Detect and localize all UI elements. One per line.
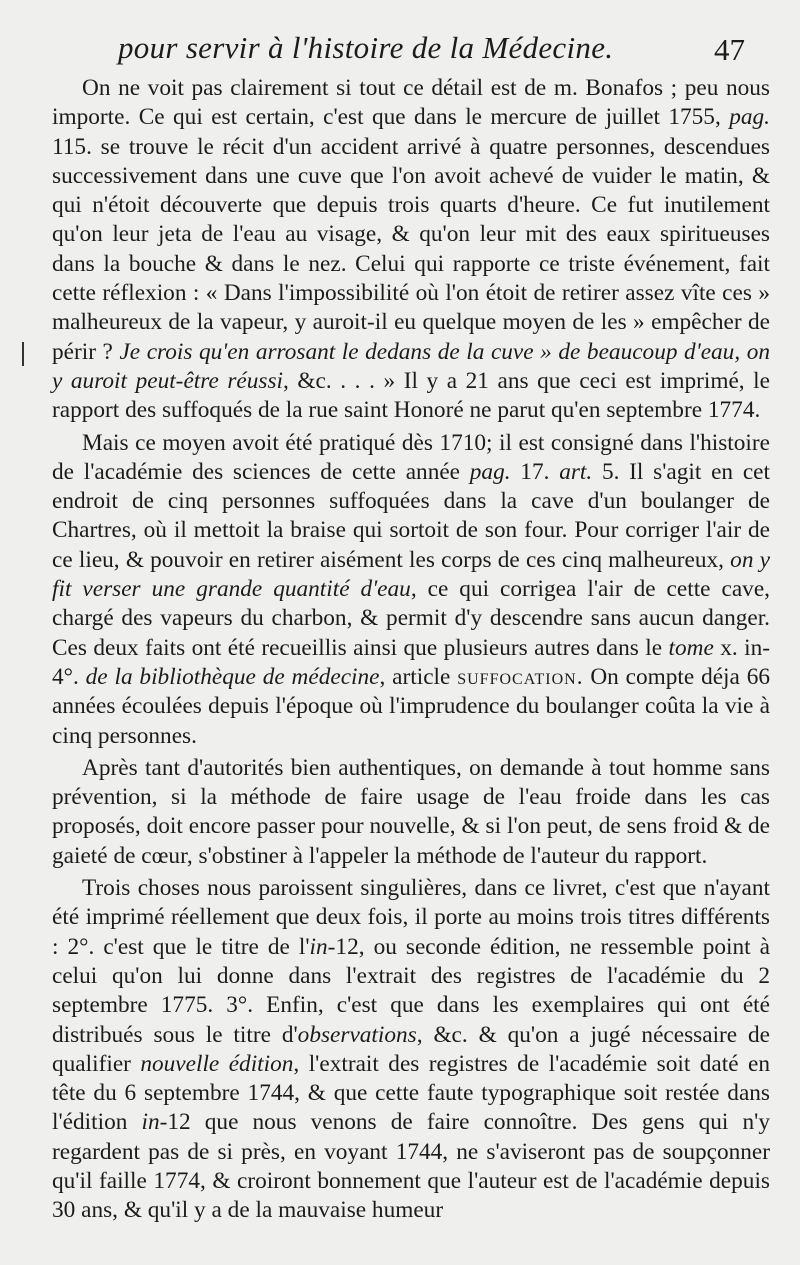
page-number: 47 [714,32,745,67]
text-segment: tome [668,634,714,661]
text-segment: -12 que nous venons de faire connoître. Des gens qui n'y regardent pas de si près, en voyant 1744, ne s'aviseront pas de soupçonner qu'il faille 1774, & croiront bonnement que l'auteur est de l'académie depuis 30 ans, & qu'il y a de la mauvaise humeur [52,1109,770,1224]
text-segment: in [141,1109,160,1136]
paragraph [52,874,770,1226]
text-segment: suffocation. [457,663,584,690]
page-header [0,28,800,78]
text-segment: Mais ce moyen avoit été pratiqué dès 1710; il est consigné dans l'histoire de l'académie des sciences de cette année [52,429,770,485]
running-title: pour servir à l'histoire de la Médecine. [118,30,614,65]
body-text [52,74,770,1226]
paragraph [52,74,770,426]
text-segment: On compte déja 66 années écoulées depuis l'époque où l'imprudence du boulanger coûta la vie à cinq personnes. [52,663,771,749]
text-segment: , article [379,663,458,690]
text-segment: nouvelle édition [140,1050,294,1077]
text-segment: observations [297,1021,417,1048]
text-segment: , &c. . . . » Il y a 21 ans que ceci est imprimé, le rapport des suffoqués de la rue saint Honoré ne parut qu'en septembre 1774. [52,367,770,424]
paragraph [52,754,770,871]
paragraph [52,429,770,751]
text-segment: in [309,933,328,960]
text-segment: 17. [510,458,560,485]
text-segment: x. in-4°. [52,634,770,690]
text-segment: on y fit verser une grande quantité d'eau [52,546,770,603]
text-segment: art. [559,458,593,485]
text-segment: Trois choses nous paroissent singulières, dans ce livret, c'est que n'ayant été imprimé réellement que deux fois, il porte au moins trois titres différents : 2°. c'est que le titre de l' [52,875,770,960]
text-segment: 5. Il s'agit en cet endroit de cinq personnes suffoquées dans la cave d'un boulanger de Chartres, où il mettoit la braise qui sortoit de son four. Pour corriger l'air de ce lieu, & pouvoir en retirer aisément les corps de ces cinq malheureux, [52,458,770,573]
text-segment: , &c. & qu'on a jugé nécessaire de qualifier [52,1021,770,1077]
text-segment: -12, ou seconde édition, ne ressemble point à celui qu'on lui donne dans l'extrait des registres de l'académie du 2 septembre 1775. 3°. Enfin, c'est que dans les exemplaires qui ont été distribués sous le titre d' [52,933,770,1048]
text-segment: , l'extrait des registres de l'académie soit daté en tête du 6 septembre 1744, & que cette faute typographique soit restée dans l'édition [52,1050,770,1136]
margin-mark [22,342,24,366]
text-segment: pag. [729,104,770,131]
text-segment: Je crois qu'en arrosant le dedans de la cuve » de beaucoup d'eau, on y auroit peut-être réussi [52,338,771,394]
text-segment: 115. se trouve le récit d'un accident arrivé à quatre personnes, descendues successivement dans une cuve que l'on avoit achevé de vuider le matin, & qui n'étoit découverte que depuis trois quarts d'heure. Ce fut inutilement qu'on leur jeta de l'eau au visage, & qu'on leur mit des eaux spiritueuses dans la bouche & dans le nez. Celui qui rapporte ce triste événement, fait cette réflexion : « Dans l'impossibilité où l'on étoit de retirer assez vîte ces » malheureux de la vapeur, y auroit-il eu quelque moyen de les » empêcher de périr ? [52,133,770,365]
text-segment: On ne voit pas clairement si tout ce détail est de m. Bonafos ; peu nous importe. Ce qui est certain, c'est que dans le mercure de juillet 1755, [52,75,770,131]
text-segment: Après tant d'autorités bien authentiques, on demande à tout homme sans prévention, si la méthode de faire usage de l'eau froide dans les cas proposés, doit encore passer pour nouvelle, & si l'on peut, de sens froid & de gaieté de cœur, s'obstiner à l'appeler la méthode de l'auteur du rapport. [52,754,770,869]
text-segment: pag. [469,458,511,485]
text-segment: , ce qui corrigea l'air de cette cave, chargé des vapeurs du charbon, & permit d'y descendre sans aucun danger. Ces deux faits ont été recueillis ainsi que plusieurs autres dans le [52,576,770,661]
text-segment: de la bibliothèque de médecine [85,663,380,690]
